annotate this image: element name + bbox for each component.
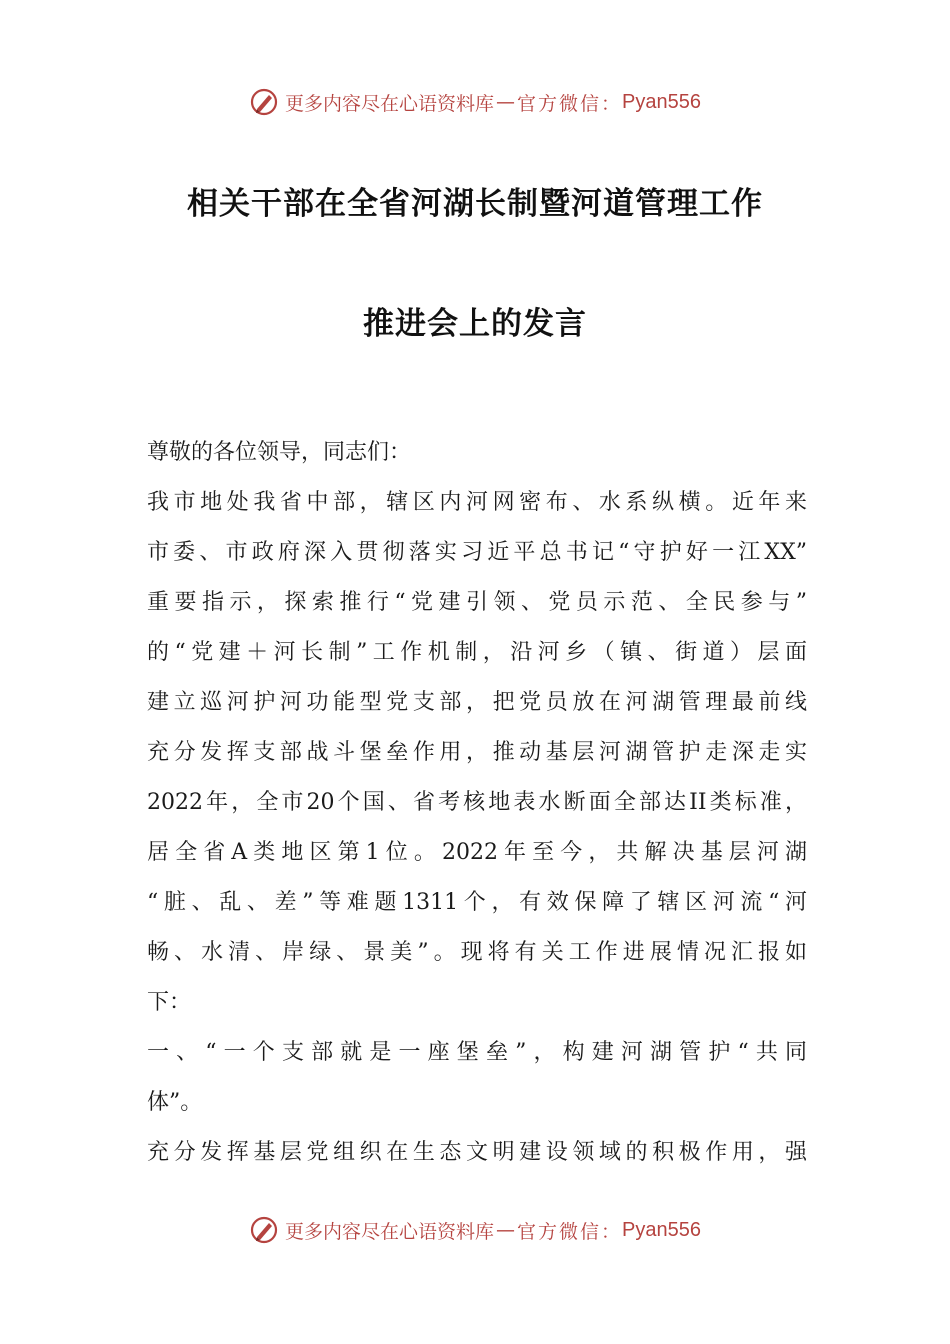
watermark-wechat-label: 官方微信： bbox=[517, 92, 623, 115]
body-line: 居全省A类地区第1位。2022年至今，共解决基层河湖 bbox=[147, 840, 807, 865]
watermark-dash: — bbox=[496, 91, 516, 113]
body-line: 市委、市政府深入贯彻落实习近平总书记“守护好一江XX” bbox=[147, 540, 807, 565]
watermark-banner-top bbox=[0, 82, 950, 122]
watermark-wechat-label: 官方微信： bbox=[517, 1220, 623, 1243]
body-line: 的“党建＋河长制”工作机制，沿河乡（镇、街道）层面 bbox=[147, 640, 807, 665]
document-title-line-2: 推进会上的发言 bbox=[363, 306, 587, 342]
document-title-line-1: 相关干部在全省河湖长制暨河道管理工作 bbox=[187, 186, 763, 222]
pen-circle-logo-icon bbox=[249, 1215, 279, 1245]
section-heading-line: 一、“一个支部就是一座堡垒”，构建河湖管护“共同 bbox=[147, 1040, 807, 1065]
watermark-site-text: 更多内容尽在心语资料库 bbox=[285, 92, 495, 115]
body-line-salutation: 尊敬的各位领导，同志们： bbox=[147, 440, 412, 465]
body-line: 畅、水清、岸绿、景美”。现将有关工作进展情况汇报如 bbox=[147, 940, 807, 965]
body-line: 建立巡河护河功能型党支部，把党员放在河湖管理最前线 bbox=[147, 690, 807, 715]
body-line: 重要指示，探索推行“党建引领、党员示范、全民参与” bbox=[147, 590, 807, 615]
watermark-site-text: 更多内容尽在心语资料库 bbox=[285, 1220, 495, 1243]
watermark-banner-bottom bbox=[0, 1210, 950, 1250]
body-line: “脏、乱、差”等难题1311个，有效保障了辖区河流“河 bbox=[147, 890, 807, 915]
body-line: 下： bbox=[147, 990, 192, 1015]
section-heading-line: 体”。 bbox=[147, 1090, 203, 1115]
body-line: 我市地处我省中部，辖区内河网密布、水系纵横。近年来 bbox=[147, 490, 807, 515]
watermark-wechat-id: Pyan556 bbox=[622, 90, 701, 113]
watermark-dash: — bbox=[496, 1219, 516, 1241]
body-line: 2022年，全市20个国、省考核地表水断面全部达II类标准， bbox=[147, 790, 807, 815]
pen-circle-logo-icon bbox=[249, 87, 279, 117]
document-body bbox=[147, 428, 807, 1178]
body-line: 充分发挥基层党组织在生态文明建设领域的积极作用，强 bbox=[147, 1140, 807, 1165]
watermark-wechat-id: Pyan556 bbox=[622, 1218, 701, 1241]
body-line: 充分发挥支部战斗堡垒作用，推动基层河湖管护走深走实 bbox=[147, 740, 807, 765]
